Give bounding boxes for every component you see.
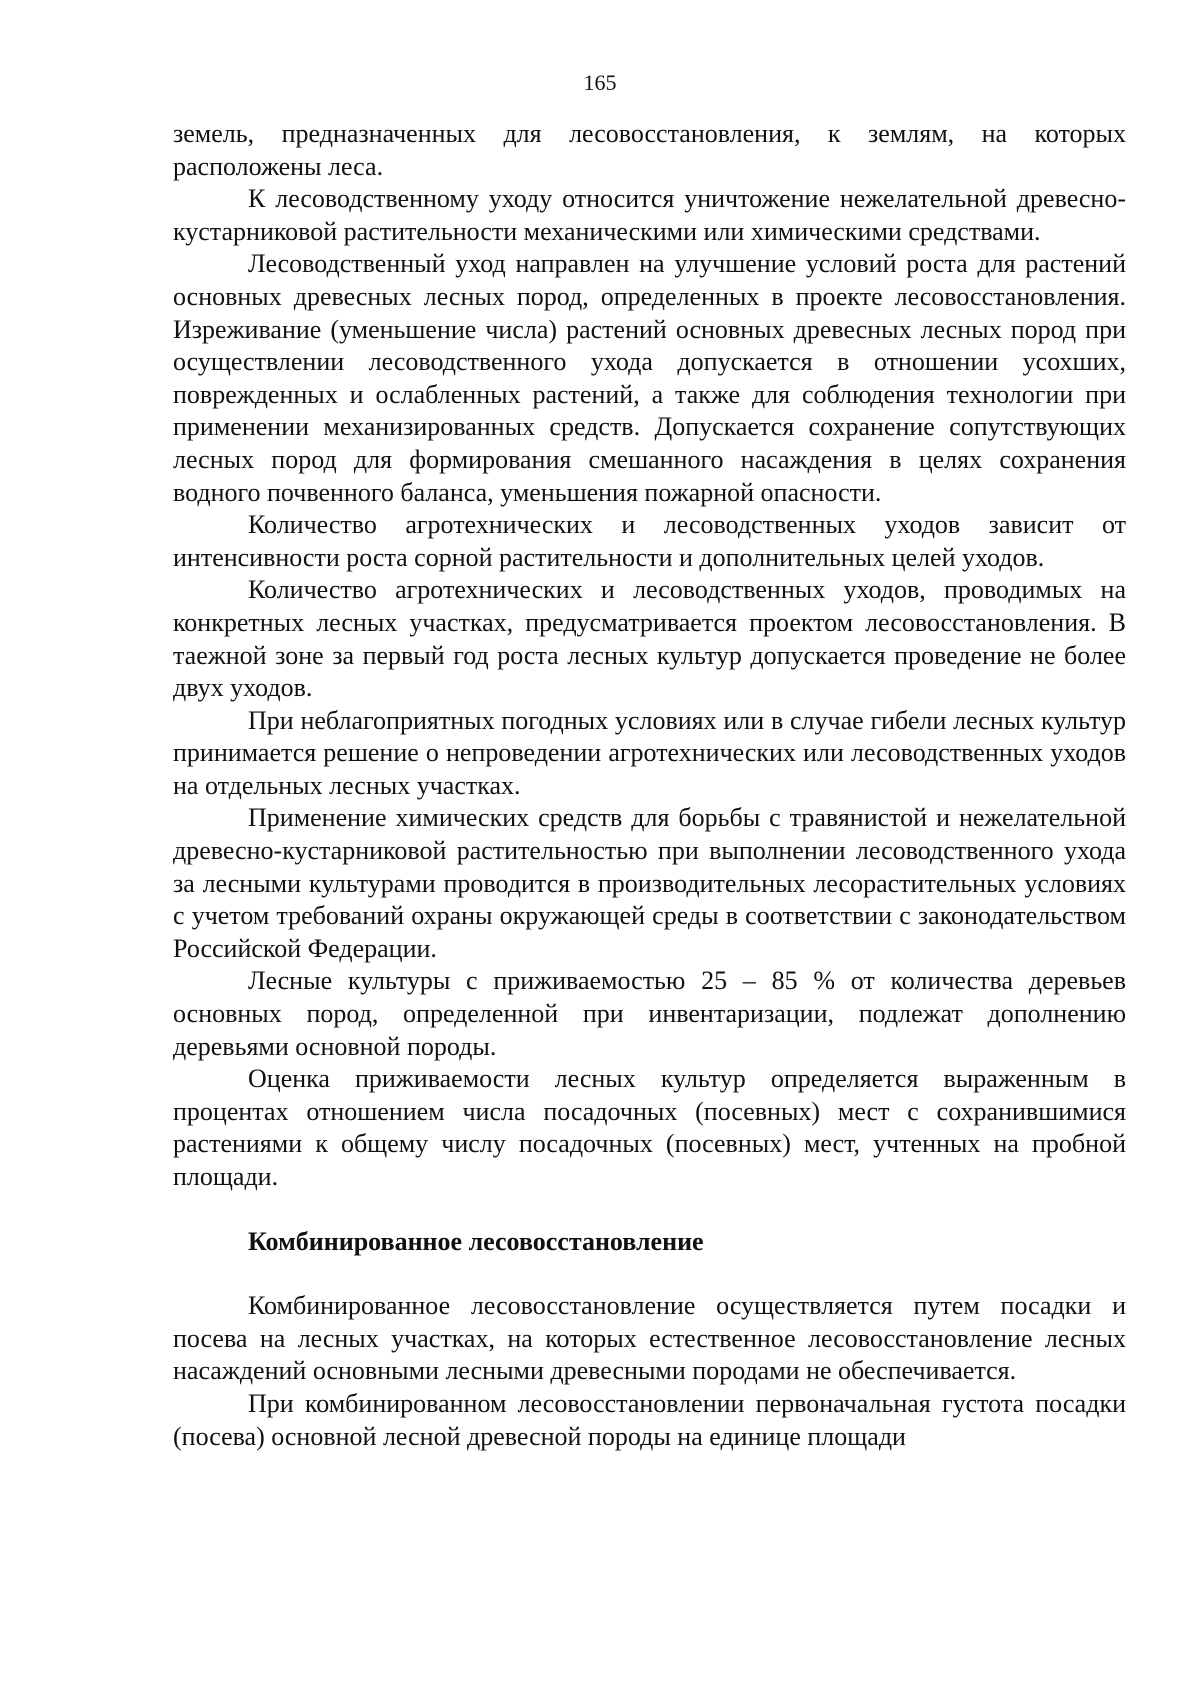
paragraph: Применение химических средств для борьбы с травянистой и нежелательной древесно-кустарниковой растительностью при выполнении лесоводственного ухода за лесными культурами проводится в производительных лесорастительных условиях с учетом требований охраны окружающей среды в соответствии с законодательством Российской Федерации. xyxy=(173,803,1126,963)
section-heading: Комбинированное лесовосстановление xyxy=(248,1226,704,1256)
paragraph: К лесоводственному уходу относится уничтожение нежелательной древесно-кустарниковой растительности механическими или химическими средствами. xyxy=(173,184,1126,246)
paragraph: Количество агротехнических и лесоводственных уходов зависит от интенсивности роста сорной растительности и дополнительных целей уходов. xyxy=(173,510,1126,572)
paragraph: При неблагоприятных погодных условиях или в случае гибели лесных культур принимается решение о непроведении агротехнических или лесоводственных уходов на отдельных лесных участках. xyxy=(173,705,1126,800)
paragraph: Количество агротехнических и лесоводственных уходов, проводимых на конкретных лесных участках, предусматривается проектом лесовосстановления. В таежной зоне за первый год роста лесных культур допускается проведение не более двух уходов. xyxy=(173,575,1126,703)
paragraph: Оценка приживаемости лесных культур определяется выраженным в процентах отношением числа посадочных (посевных) мест с сохранившимися растениями к общему числу посадочных (посевных) мест, учтенных на пробной площади. xyxy=(173,1064,1126,1191)
paragraph: При комбинированном лесовосстановлении первоначальная густота посадки (посева) основной лесной древесной породы на единице площади xyxy=(173,1388,1126,1451)
page-number: 165 xyxy=(583,70,617,95)
paragraph-continuation: земель, предназначенных для лесовосстановления, к землям, на которых расположены леса. xyxy=(173,119,1126,181)
paragraph: Комбинированное лесовосстановление осуществляется путем посадки и посева на лесных участках, на которых естественное лесовосстановление лесных насаждений основными лесными древесными породами не обеспечивается. xyxy=(173,1291,1126,1386)
paragraph: Лесоводственный уход направлен на улучшение условий роста для растений основных древесных лесных пород, определенных в проекте лесовосстановления. Изреживание (уменьшение числа) растений основных древесных лесных пород при осуществлении лесоводственного ухода допускается в отношении усохших, поврежденных и ослабленных растений, а также для соблюдения технологии при применении механизированных средств. Допускается сохранение сопутствующих лесных пород для формирования смешанного насаждения в целях сохранения водного почвенного баланса, уменьшения пожарной опасности. xyxy=(173,249,1126,507)
paragraph: Лесные культуры с приживаемостью 25 – 85 % от количества деревьев основных пород, определенной при инвентаризации, подлежат дополнению деревьями основной породы. xyxy=(173,966,1126,1061)
body-text xyxy=(173,118,1126,1453)
